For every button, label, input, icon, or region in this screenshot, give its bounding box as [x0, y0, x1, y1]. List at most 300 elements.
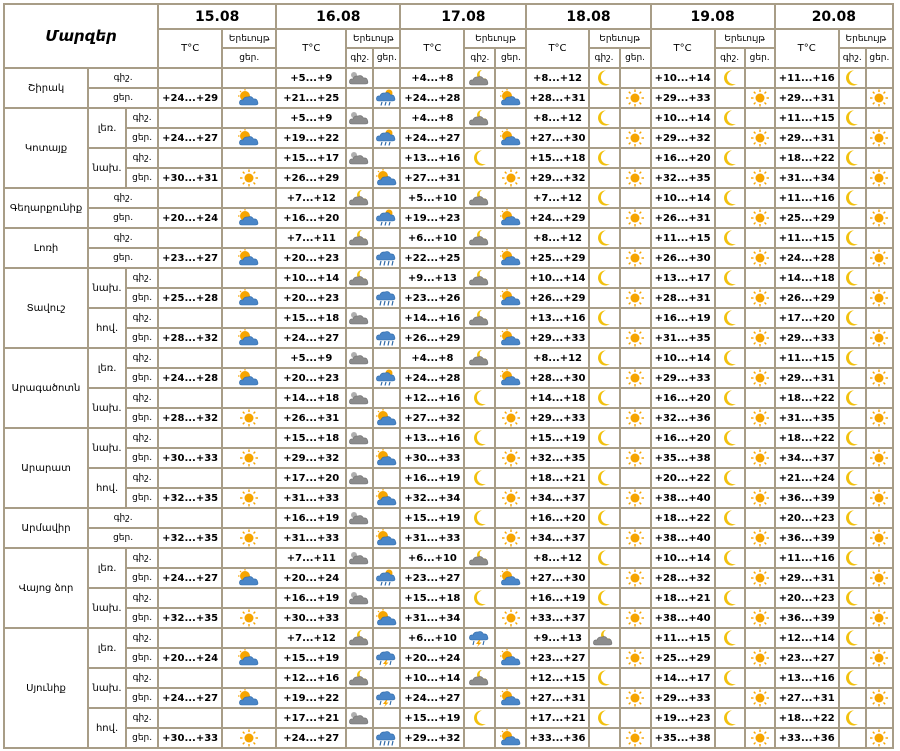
- forecast-row: [4, 648, 893, 668]
- temperature-value: +16...+19: [276, 508, 346, 528]
- empty-cell: [715, 128, 745, 148]
- sun-icon: [866, 368, 893, 388]
- empty-cell: [346, 488, 373, 508]
- forecast-row: [4, 148, 893, 168]
- crescent-moon-icon: [839, 628, 866, 648]
- empty-cell: [589, 328, 620, 348]
- date-header: 16.08: [276, 4, 400, 29]
- period-label: ցեր.: [88, 208, 158, 228]
- period-label: ցեր.: [126, 488, 158, 508]
- temperature-value: +17...+21: [276, 708, 346, 728]
- empty-cell: [464, 568, 495, 588]
- empty-cell: [495, 428, 526, 448]
- empty-cell: [866, 68, 893, 88]
- empty-cell: [620, 348, 651, 368]
- empty-cell: [464, 408, 495, 428]
- crescent-moon-icon: [839, 148, 866, 168]
- empty-cell: [346, 208, 373, 228]
- temperature-value: +30...+33: [158, 448, 222, 468]
- empty-cell: [745, 308, 775, 328]
- sun-icon: [866, 168, 893, 188]
- temperature-value: +32...+35: [158, 608, 222, 628]
- sun-icon: [620, 448, 651, 468]
- sun-icon: [745, 368, 775, 388]
- empty-cell: [222, 628, 276, 648]
- empty-cell: [620, 668, 651, 688]
- empty-cell: [620, 708, 651, 728]
- period-label: գիշ.: [126, 548, 158, 568]
- empty-cell: [745, 468, 775, 488]
- empty-cell: [589, 288, 620, 308]
- period-label: գիշ.: [126, 348, 158, 368]
- temperature-value: +29...+32: [526, 168, 588, 188]
- period-label: գիշ.: [88, 68, 158, 88]
- temperature-value: +11...+16: [775, 188, 839, 208]
- period-label: գիշ.: [126, 108, 158, 128]
- sun-icon: [866, 648, 893, 668]
- subregion-name: հով.: [88, 308, 126, 348]
- temperature-value: +24...+28: [400, 368, 464, 388]
- sun-icon: [222, 408, 276, 428]
- empty-cell: [495, 188, 526, 208]
- forecast-row: [4, 388, 893, 408]
- temperature-value: +13...+16: [400, 428, 464, 448]
- forecast-row: [4, 668, 893, 688]
- temperature-value: +24...+27: [276, 728, 346, 748]
- empty-cell: [589, 688, 620, 708]
- moon-cloud-icon: [589, 628, 620, 648]
- temperature-value: +16...+20: [526, 508, 588, 528]
- temperature-value: +31...+33: [400, 528, 464, 548]
- cloud-icon: [346, 548, 373, 568]
- temperature-value: +29...+31: [775, 128, 839, 148]
- empty-cell: [464, 168, 495, 188]
- empty-cell: [745, 428, 775, 448]
- empty-cell: [715, 368, 745, 388]
- crescent-moon-icon: [839, 588, 866, 608]
- temperature-value: +36...+39: [775, 528, 839, 548]
- crescent-moon-icon: [715, 668, 745, 688]
- empty-cell: [464, 208, 495, 228]
- empty-cell: [715, 288, 745, 308]
- temperature-value: +15...+19: [276, 648, 346, 668]
- period-label: գիշ.: [126, 428, 158, 448]
- empty-cell: [839, 568, 866, 588]
- crescent-moon-icon: [715, 148, 745, 168]
- temperature-value: +17...+21: [526, 708, 588, 728]
- crescent-moon-icon: [589, 188, 620, 208]
- moon-cloud-icon: [464, 188, 495, 208]
- temperature-value: +29...+32: [276, 448, 346, 468]
- temperature-value: +19...+22: [276, 688, 346, 708]
- temperature-value: +24...+27: [400, 128, 464, 148]
- temperature-value: +15...+19: [526, 428, 588, 448]
- period-label: ցեր.: [126, 128, 158, 148]
- crescent-moon-icon: [589, 388, 620, 408]
- sun-behind-cloud-icon: [222, 328, 276, 348]
- forecast-row: [4, 248, 893, 268]
- empty-cell: [346, 688, 373, 708]
- empty-cell: [589, 528, 620, 548]
- cloud-sun-rain-icon: [373, 368, 400, 388]
- temperature-value: +10...+14: [526, 268, 588, 288]
- temperature-value: +20...+24: [400, 648, 464, 668]
- empty-cell: [589, 728, 620, 748]
- sun-icon: [620, 408, 651, 428]
- sun-behind-cloud-icon: [373, 528, 400, 548]
- region-name: Կոտայք: [4, 108, 88, 188]
- empty-cell: [839, 128, 866, 148]
- empty-cell: [495, 108, 526, 128]
- empty-cell: [589, 568, 620, 588]
- empty-cell: [373, 68, 400, 88]
- temperature-value: +20...+23: [775, 508, 839, 528]
- temperature-value: +15...+18: [276, 428, 346, 448]
- empty-cell: [715, 648, 745, 668]
- temperature-value: +35...+38: [651, 728, 715, 748]
- empty-cell: [866, 708, 893, 728]
- moon-cloud-icon: [464, 548, 495, 568]
- empty-cell: [589, 608, 620, 628]
- temperature-value: +27...+31: [526, 688, 588, 708]
- sun-icon: [495, 488, 526, 508]
- empty-cell: [495, 388, 526, 408]
- empty-cell: [346, 288, 373, 308]
- sun-icon: [866, 448, 893, 468]
- cloud-icon: [346, 348, 373, 368]
- forecast-row: [4, 128, 893, 148]
- sun-icon: [620, 728, 651, 748]
- day-header: ցեր.: [866, 48, 893, 68]
- empty-cell: [620, 188, 651, 208]
- empty-cell: [373, 708, 400, 728]
- night-header: գիշ.: [464, 48, 495, 68]
- empty-cell: [373, 588, 400, 608]
- empty-cell: [373, 508, 400, 528]
- period-label: ցեր.: [126, 568, 158, 588]
- temperature-value: +6...+10: [400, 628, 464, 648]
- temperature-value: +23...+27: [158, 248, 222, 268]
- empty-cell: [373, 668, 400, 688]
- sun-icon: [495, 528, 526, 548]
- sun-icon: [620, 608, 651, 628]
- period-label: ցեր.: [126, 168, 158, 188]
- empty-cell: [745, 508, 775, 528]
- empty-cell: [839, 248, 866, 268]
- forecast-row: [4, 448, 893, 468]
- empty-cell: [464, 448, 495, 468]
- crescent-moon-icon: [839, 188, 866, 208]
- sun-icon: [745, 608, 775, 628]
- empty-cell: [495, 588, 526, 608]
- temperature-value: +11...+15: [775, 348, 839, 368]
- forecast-row: [4, 608, 893, 628]
- temperature-value: [158, 308, 222, 328]
- temperature-value: +11...+16: [775, 548, 839, 568]
- forecast-row: [4, 408, 893, 428]
- sun-behind-cloud-icon: [373, 408, 400, 428]
- crescent-moon-icon: [589, 548, 620, 568]
- crescent-moon-icon: [839, 68, 866, 88]
- sun-icon: [620, 648, 651, 668]
- temperature-value: +32...+36: [651, 408, 715, 428]
- empty-cell: [464, 328, 495, 348]
- weather-header: Երեւույթ: [346, 29, 400, 48]
- temperature-value: +18...+21: [651, 588, 715, 608]
- cloud-sun-rain-icon: [373, 568, 400, 588]
- empty-cell: [589, 248, 620, 268]
- day-header: ցեր.: [620, 48, 651, 68]
- temperature-value: +18...+22: [775, 388, 839, 408]
- empty-cell: [346, 528, 373, 548]
- temperature-value: +7...+12: [276, 628, 346, 648]
- temperature-value: +29...+33: [651, 368, 715, 388]
- temperature-value: +11...+16: [775, 68, 839, 88]
- temperature-value: +36...+39: [775, 488, 839, 508]
- temperature-value: +20...+24: [158, 208, 222, 228]
- temperature-value: +14...+16: [400, 308, 464, 328]
- temperature-value: +15...+18: [276, 308, 346, 328]
- crescent-moon-icon: [715, 308, 745, 328]
- empty-cell: [222, 188, 276, 208]
- sun-icon: [495, 608, 526, 628]
- temperature-value: +35...+38: [651, 448, 715, 468]
- temperature-value: +31...+33: [276, 488, 346, 508]
- temperature-value: +29...+32: [651, 128, 715, 148]
- sun-icon: [222, 608, 276, 628]
- sun-icon: [866, 408, 893, 428]
- temperature-value: +27...+31: [775, 688, 839, 708]
- sun-behind-cloud-icon: [495, 328, 526, 348]
- empty-cell: [346, 248, 373, 268]
- empty-cell: [346, 408, 373, 428]
- temperature-value: +12...+16: [400, 388, 464, 408]
- temperature-value: +24...+27: [276, 328, 346, 348]
- temperature-value: +29...+33: [651, 88, 715, 108]
- crescent-moon-icon: [839, 388, 866, 408]
- temperature-header: T°C: [400, 29, 464, 68]
- empty-cell: [715, 328, 745, 348]
- temperature-value: [158, 68, 222, 88]
- empty-cell: [839, 608, 866, 628]
- empty-cell: [346, 448, 373, 468]
- empty-cell: [495, 348, 526, 368]
- temperature-value: +14...+18: [775, 268, 839, 288]
- sun-icon: [866, 568, 893, 588]
- temperature-value: +18...+22: [775, 708, 839, 728]
- crescent-moon-icon: [839, 508, 866, 528]
- empty-cell: [839, 648, 866, 668]
- empty-cell: [866, 468, 893, 488]
- temperature-header: T°C: [651, 29, 715, 68]
- temperature-value: +25...+29: [775, 208, 839, 228]
- crescent-moon-icon: [839, 308, 866, 328]
- period-label: ցեր.: [88, 88, 158, 108]
- empty-cell: [495, 508, 526, 528]
- temperature-value: +24...+28: [775, 248, 839, 268]
- period-label: ցեր.: [126, 608, 158, 628]
- empty-cell: [495, 68, 526, 88]
- sun-behind-cloud-icon: [495, 248, 526, 268]
- sun-icon: [222, 168, 276, 188]
- empty-cell: [866, 388, 893, 408]
- temperature-value: +38...+40: [651, 528, 715, 548]
- temperature-value: [158, 108, 222, 128]
- empty-cell: [839, 288, 866, 308]
- sun-behind-cloud-icon: [222, 648, 276, 668]
- date-header: 17.08: [400, 4, 526, 29]
- crescent-moon-icon: [715, 588, 745, 608]
- sun-behind-cloud-icon: [222, 688, 276, 708]
- temperature-value: +15...+19: [400, 708, 464, 728]
- empty-cell: [464, 528, 495, 548]
- crescent-moon-icon: [839, 708, 866, 728]
- temperature-value: +33...+37: [526, 608, 588, 628]
- temperature-value: +19...+22: [276, 128, 346, 148]
- temperature-value: +13...+17: [651, 268, 715, 288]
- empty-cell: [495, 468, 526, 488]
- temperature-value: +24...+29: [526, 208, 588, 228]
- temperature-value: [158, 508, 222, 528]
- sun-icon: [745, 528, 775, 548]
- sun-icon: [745, 208, 775, 228]
- period-label: գիշ.: [126, 148, 158, 168]
- forecast-row: [4, 728, 893, 748]
- sun-icon: [866, 488, 893, 508]
- sun-behind-cloud-icon: [495, 288, 526, 308]
- empty-cell: [620, 268, 651, 288]
- day-header: ցեր.: [222, 48, 276, 68]
- temperature-value: [158, 628, 222, 648]
- sun-behind-cloud-icon: [495, 88, 526, 108]
- sun-icon: [745, 688, 775, 708]
- empty-cell: [495, 548, 526, 568]
- crescent-moon-icon: [715, 268, 745, 288]
- empty-cell: [464, 488, 495, 508]
- temperature-value: +8...+12: [526, 108, 588, 128]
- sun-behind-cloud-icon: [222, 248, 276, 268]
- temperature-value: [158, 228, 222, 248]
- period-label: ցեր.: [88, 528, 158, 548]
- empty-cell: [464, 688, 495, 708]
- period-label: գիշ.: [126, 588, 158, 608]
- cloud-sun-rain-icon: [373, 88, 400, 108]
- sun-behind-cloud-icon: [373, 488, 400, 508]
- sun-behind-cloud-icon: [495, 128, 526, 148]
- sun-icon: [495, 168, 526, 188]
- temperature-value: +29...+31: [775, 88, 839, 108]
- crescent-moon-icon: [589, 68, 620, 88]
- subregion-name: նախ.: [88, 588, 126, 628]
- date-header: 15.08: [158, 4, 276, 29]
- empty-cell: [620, 468, 651, 488]
- empty-cell: [373, 188, 400, 208]
- period-label: գիշ.: [126, 308, 158, 328]
- empty-cell: [373, 468, 400, 488]
- temperature-value: +12...+15: [526, 668, 588, 688]
- empty-cell: [222, 268, 276, 288]
- sun-icon: [495, 448, 526, 468]
- forecast-row: [4, 688, 893, 708]
- sun-icon: [620, 528, 651, 548]
- temperature-value: +6...+10: [400, 228, 464, 248]
- temperature-value: +14...+18: [526, 388, 588, 408]
- empty-cell: [222, 68, 276, 88]
- temperature-value: +23...+27: [526, 648, 588, 668]
- region-name: Արարատ: [4, 428, 88, 508]
- rain-cloud-icon: [373, 328, 400, 348]
- temperature-value: +11...+15: [775, 228, 839, 248]
- empty-cell: [715, 728, 745, 748]
- temperature-value: [158, 148, 222, 168]
- sun-icon: [620, 128, 651, 148]
- temperature-value: +25...+28: [158, 288, 222, 308]
- empty-cell: [745, 228, 775, 248]
- temperature-value: +31...+34: [400, 608, 464, 628]
- empty-cell: [839, 528, 866, 548]
- temperature-value: +32...+35: [651, 168, 715, 188]
- forecast-row: [4, 708, 893, 728]
- temperature-value: +32...+35: [158, 528, 222, 548]
- empty-cell: [745, 668, 775, 688]
- period-label: գիշ.: [126, 268, 158, 288]
- empty-cell: [373, 268, 400, 288]
- crescent-moon-icon: [839, 268, 866, 288]
- empty-cell: [839, 328, 866, 348]
- temperature-value: +16...+19: [276, 588, 346, 608]
- crescent-moon-icon: [589, 668, 620, 688]
- empty-cell: [589, 488, 620, 508]
- temperature-value: +29...+33: [775, 328, 839, 348]
- temperature-value: +26...+29: [276, 168, 346, 188]
- empty-cell: [464, 608, 495, 628]
- temperature-value: +32...+35: [158, 488, 222, 508]
- sun-behind-cloud-icon: [222, 88, 276, 108]
- moon-cloud-icon: [346, 188, 373, 208]
- crescent-moon-icon: [715, 188, 745, 208]
- empty-cell: [866, 228, 893, 248]
- temperature-value: +12...+14: [775, 628, 839, 648]
- temperature-value: +30...+33: [158, 728, 222, 748]
- temperature-value: +20...+23: [276, 368, 346, 388]
- forecast-row: [4, 488, 893, 508]
- crescent-moon-icon: [589, 268, 620, 288]
- crescent-moon-icon: [464, 588, 495, 608]
- sun-behind-cloud-icon: [495, 688, 526, 708]
- empty-cell: [839, 688, 866, 708]
- temperature-value: +31...+33: [276, 528, 346, 548]
- temperature-value: +17...+20: [276, 468, 346, 488]
- temperature-value: +26...+29: [526, 288, 588, 308]
- empty-cell: [715, 488, 745, 508]
- region-name: Վայոց ձոր: [4, 548, 88, 628]
- temperature-value: +4...+8: [400, 108, 464, 128]
- subregion-name: հով.: [88, 468, 126, 508]
- empty-cell: [589, 128, 620, 148]
- empty-cell: [346, 168, 373, 188]
- empty-cell: [745, 548, 775, 568]
- sun-icon: [866, 208, 893, 228]
- temperature-value: +26...+31: [651, 208, 715, 228]
- temperature-value: +17...+20: [775, 308, 839, 328]
- empty-cell: [620, 308, 651, 328]
- period-label: գիշ.: [126, 668, 158, 688]
- sun-behind-cloud-icon: [495, 368, 526, 388]
- period-label: գիշ.: [88, 508, 158, 528]
- subregion-name: լեռ.: [88, 548, 126, 588]
- sun-behind-cloud-icon: [373, 448, 400, 468]
- empty-cell: [620, 428, 651, 448]
